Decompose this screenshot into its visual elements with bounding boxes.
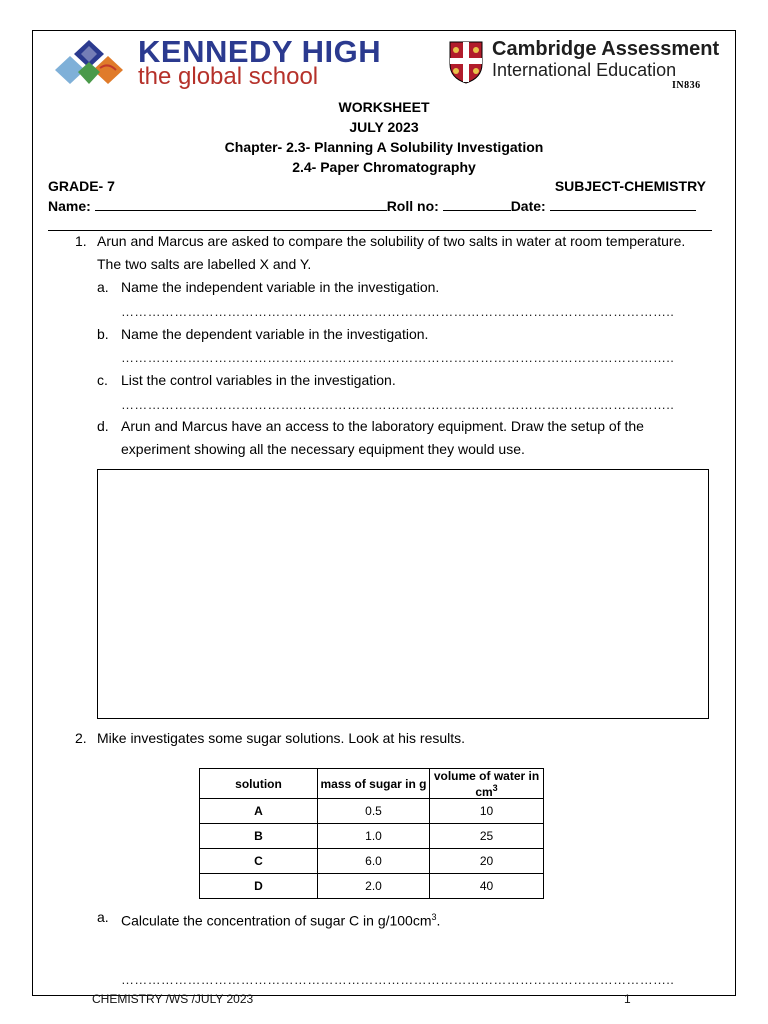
cell-solution: D: [200, 874, 318, 899]
q2-number: 2.: [75, 730, 87, 746]
header-divider: [48, 230, 712, 231]
cell-solution: A: [200, 799, 318, 824]
worksheet-date: JULY 2023: [349, 119, 419, 135]
footer-label: CHEMISTRY /WS /JULY 2023: [92, 992, 254, 1006]
table-header-volume: [430, 769, 544, 799]
q1b-letter: b.: [97, 326, 109, 342]
roll-field[interactable]: [443, 198, 511, 211]
chapter-title: Chapter- 2.3- Planning A Solubility Investigation: [224, 139, 544, 155]
results-table: [199, 768, 544, 899]
cell-volume: 40: [430, 874, 544, 899]
q1a-text: Name the independent variable in the investigation.: [121, 279, 440, 295]
table-header-solution: solution: [200, 769, 318, 799]
q2a-text: [121, 908, 440, 930]
board-name: Cambridge Assessment: [492, 38, 720, 60]
cell-volume: 25: [430, 824, 544, 849]
cell-volume: 10: [430, 799, 544, 824]
section-title: 2.4- Paper Chromatography: [292, 159, 476, 175]
q2a-text-main: Calculate the concentration of sugar C in g/100cm: [121, 912, 432, 929]
q1b-answer-line[interactable]: ……………………………………………………………………………………………………………..: [121, 350, 675, 365]
q1a-answer-line[interactable]: ……………………………………………………………………………………………………………..: [121, 304, 675, 319]
q1b-text: Name the dependent variable in the investigation.: [121, 326, 429, 342]
table-row: [200, 849, 544, 874]
name-label: Name:: [48, 198, 91, 214]
table-header-volume-sup: 3: [492, 782, 498, 793]
cell-mass: 6.0: [318, 849, 430, 874]
q1d-text-line1: Arun and Marcus have an access to the laboratory equipment. Draw the setup of the: [121, 418, 644, 434]
cell-volume: 20: [430, 849, 544, 874]
kennedy-high-logo: [50, 38, 128, 90]
q1c-letter: c.: [97, 372, 108, 388]
drawing-box[interactable]: [97, 469, 709, 719]
cell-mass: 2.0: [318, 874, 430, 899]
q1d-text-line2: experiment showing all the necessary equipment they would use.: [121, 441, 525, 457]
table-row: [200, 799, 544, 824]
board-subtitle: International Education: [492, 60, 677, 80]
q2a-text-end: .: [436, 912, 441, 929]
page-number: 1: [624, 992, 631, 1006]
grade-label: GRADE- 7: [48, 178, 115, 194]
q2-text: Mike investigates some sugar solutions. Look at his results.: [97, 730, 466, 746]
table-row: [200, 874, 544, 899]
cell-solution: B: [200, 824, 318, 849]
subject-label: SUBJECT-CHEMISTRY: [554, 178, 706, 194]
roll-label: Roll no:: [386, 198, 439, 214]
cell-solution: C: [200, 849, 318, 874]
q2a-answer-line[interactable]: ……………………………………………………………………………………………………………..: [121, 972, 675, 987]
table-header-volume-text: volume of water in cm: [433, 768, 540, 799]
student-info-row: [48, 198, 696, 214]
table-header-mass: mass of sugar in g: [318, 769, 430, 799]
q1-number: 1.: [75, 233, 87, 249]
q2a-text-sup: 3: [431, 912, 437, 922]
q1c-text: List the control variables in the investigation.: [121, 372, 396, 388]
q2a-letter: a.: [97, 909, 109, 925]
school-tagline: the global school: [138, 63, 319, 90]
date-label: Date:: [510, 198, 546, 214]
q1a-letter: a.: [97, 279, 109, 295]
table-row: [200, 824, 544, 849]
worksheet-title: WORKSHEET: [338, 99, 430, 115]
board-code: IN836: [672, 80, 701, 91]
cell-mass: 1.0: [318, 824, 430, 849]
school-name: KENNEDY HIGH: [138, 34, 382, 69]
date-field[interactable]: [550, 198, 696, 211]
q1c-answer-line[interactable]: ……………………………………………………………………………………………………………..: [121, 397, 675, 412]
q1d-letter: d.: [97, 418, 109, 434]
q1-text-line1: Arun and Marcus are asked to compare the solubility of two salts in water at room temperature.: [97, 233, 686, 249]
cell-mass: 0.5: [318, 799, 430, 824]
cambridge-shield-logo: [448, 40, 484, 84]
name-field[interactable]: [95, 198, 387, 211]
q1-text-line2: The two salts are labelled X and Y.: [97, 256, 312, 272]
